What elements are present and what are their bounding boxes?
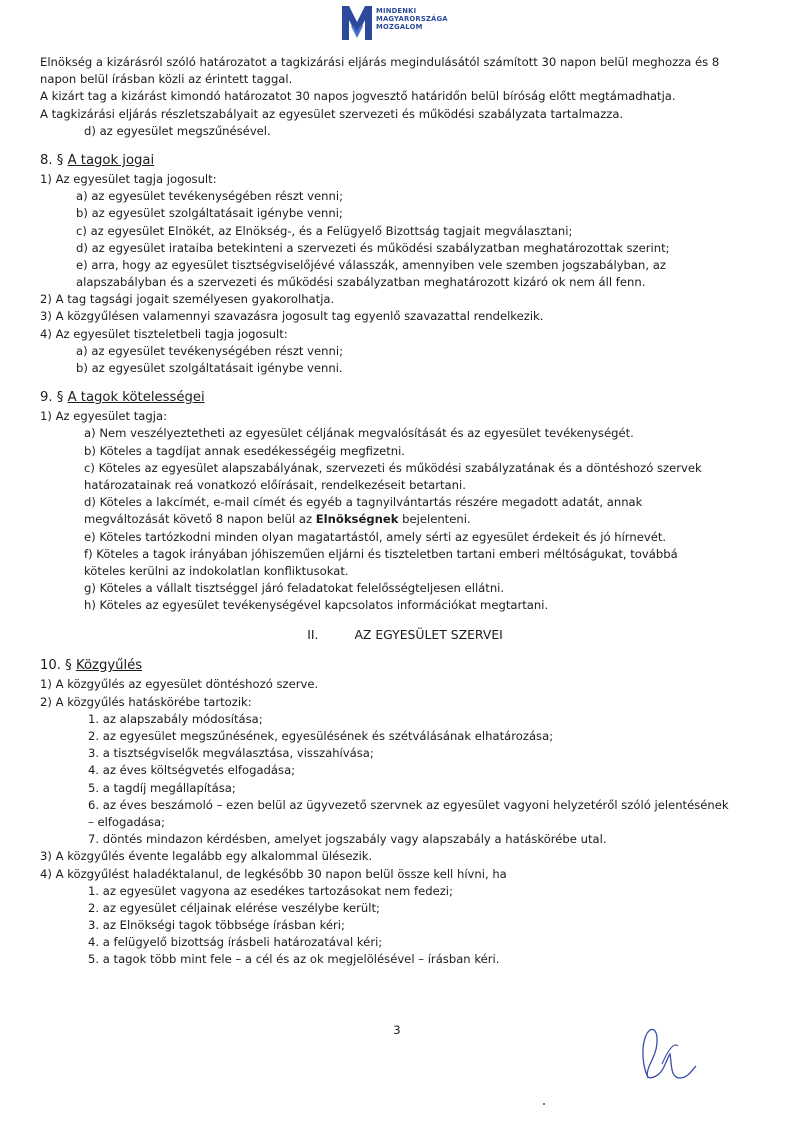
list-item: a) az egyesület tevékenységében részt venni; — [76, 343, 343, 358]
list-item: d) Köteles a lakcímét, e-mail címét és egyéb a tagnyilvántartás részére megadott adatát, annak — [84, 495, 643, 510]
list-item: f) Köteles a tagok irányában jóhiszeműen eljárni és tiszteletben tartani emberi méltóságukat, továbbá — [84, 546, 678, 561]
page-number: 3 — [393, 1023, 401, 1037]
list-item: b) Köteles a tagdíjat annak esedékességéig megfizetni. — [84, 443, 405, 458]
handwritten-signature — [626, 1020, 706, 1090]
list-item: a) az egyesület tevékenységében részt venni; — [76, 189, 343, 204]
list-item: 2. az egyesület céljainak elérése veszélybe került; — [88, 900, 380, 915]
scan-speck — [543, 1103, 545, 1105]
list-item-continuation: megváltozását követő 8 napon belül az Elnökségnek bejelenteni. — [84, 512, 471, 527]
paragraph: 2) A közgyűlés hatáskörébe tartozik: — [40, 694, 252, 709]
list-item: határozatainak reá vonatkozó előírásait, rendelkezéseit betartani. — [84, 477, 466, 492]
paragraph: 2) A tag tagsági jogait személyesen gyakorolhatja. — [40, 292, 335, 307]
intro-line: A tagkizárási eljárás részletszabályait az egyesület szervezeti és működési szabályzata tartalmazza. — [40, 106, 624, 121]
logo-m-icon — [339, 2, 375, 42]
list-item: e) Köteles tartózkodni minden olyan magatartástól, amely sérti az egyesület érdekeit és jó hírnevét. — [84, 529, 667, 544]
list-item: 1. az alapszabály módosítása; — [88, 711, 263, 726]
list-item: d) az egyesület irataiba betekinteni a szervezeti és működési szabályzatban meghatározottak szerint; — [76, 240, 670, 255]
document-body — [40, 54, 760, 969]
list-item: 7. döntés mindazon kérdésben, amelyet jogszabály vagy alapszabály a hatáskörébe utal. — [88, 832, 607, 847]
list-item: e) arra, hogy az egyesület tisztségviselőjévé válasszák, amennyiben vele szemben jogszabályban, az — [76, 257, 666, 272]
intro-line: napon belül írásban közli az érintett taggal. — [40, 72, 293, 87]
paragraph: 1) Az egyesület tagja: — [40, 409, 167, 424]
paragraph: 1) A közgyűlés az egyesület döntéshozó szerve. — [40, 677, 319, 692]
paragraph: 1) Az egyesület tagja jogosult: — [40, 171, 217, 186]
list-item: c) az egyesület Elnökét, az Elnökség-, és a Felügyelő Bizottság tagjait megválasztani; — [76, 223, 573, 238]
list-item: 4. a felügyelő bizottság írásbeli határozatával kéri; — [88, 935, 383, 950]
list-item: g) Köteles a vállalt tisztséggel járó feladatokat felelősségteljesen ellátni. — [84, 581, 505, 596]
list-item: h) Köteles az egyesület tevékenységével kapcsolatos információkat megtartani. — [84, 598, 549, 613]
list-item: 1. az egyesület vagyona az esedékes tartozásokat nem fedezi; — [88, 883, 453, 898]
list-item: – elfogadása; — [88, 814, 165, 829]
movement-logo — [339, 2, 459, 44]
list-item: c) Köteles az egyesület alapszabályának, szervezeti és működési szabályzatának és a döntéshozó szervek — [84, 460, 702, 475]
section-8-heading: 8. § A tagok jogai — [40, 152, 155, 168]
list-item: b) az egyesület szolgáltatásait igénybe venni; — [76, 206, 343, 221]
list-item: b) az egyesület szolgáltatásait igénybe venni. — [76, 361, 343, 375]
list-item: 3. a tisztségviselők megválasztása, visszahívása; — [88, 746, 374, 761]
section-10-heading: 10. § Közgyűlés — [40, 658, 143, 674]
bold-term: Elnökségnek — [315, 512, 399, 527]
list-item: köteles kerülni az indokolatlan konfliktusokat. — [84, 563, 349, 578]
paragraph: 4) A közgyűlést haladéktalanul, de legkésőbb 30 napon belül össze kell hívni, ha — [40, 866, 507, 881]
list-item: 2. az egyesület megszűnésének, egyesülésének és szétválásának elhatározása; — [88, 729, 554, 743]
chapter-heading: II. AZ EGYESÜLET SZERVEI — [307, 627, 503, 643]
paragraph: 4) Az egyesület tiszteletbeli tagja jogosult: — [40, 326, 288, 341]
list-item: 6. az éves beszámoló – ezen belül az ügyvezető szervnek az egyesület vagyoni helyzetéről szóló jelentésének — [88, 797, 729, 812]
intro-line: A kizárt tag a kizárást kimondó határozatot 30 napos jogvesztő határidőn belül bíróság előtt megtámadhatja. — [40, 89, 676, 104]
paragraph: 3) A közgyűlés évente legalább egy alkalommal ülésezik. — [40, 849, 373, 864]
list-item: 5. a tagok több mint fele – a cél és az ok megjelölésével – írásban kéri. — [88, 952, 500, 967]
list-item: 3. az Elnökségi tagok többsége írásban kéri; — [88, 918, 345, 933]
paragraph: 3) A közgyűlésen valamennyi szavazásra jogosult tag egyenlő szavazattal rendelkezik. — [40, 309, 544, 324]
list-item: 4. az éves költségvetés elfogadása; — [88, 763, 296, 778]
list-item: 5. a tagdíj megállapítása; — [88, 780, 236, 795]
section-9-heading: 9. § A tagok kötelességei — [40, 390, 205, 406]
intro-item-d: d) az egyesület megszűnésével. — [84, 123, 271, 138]
logo-text: MINDENKI MAGYARORSZÁGA MOZGALOM — [376, 7, 448, 31]
list-item: a) Nem veszélyeztetheti az egyesület céljának megvalósítását és az egyesület tevékenységét. — [84, 426, 634, 441]
intro-line: Elnökség a kizárásról szóló határozatot a tagkizárási eljárás megindulásától számított 30 napon belül meghozza és 8 — [40, 55, 720, 69]
list-item: alapszabályban és a szervezeti és működési szabályzatban meghatározott kizáró ok nem áll fenn. — [76, 275, 646, 290]
